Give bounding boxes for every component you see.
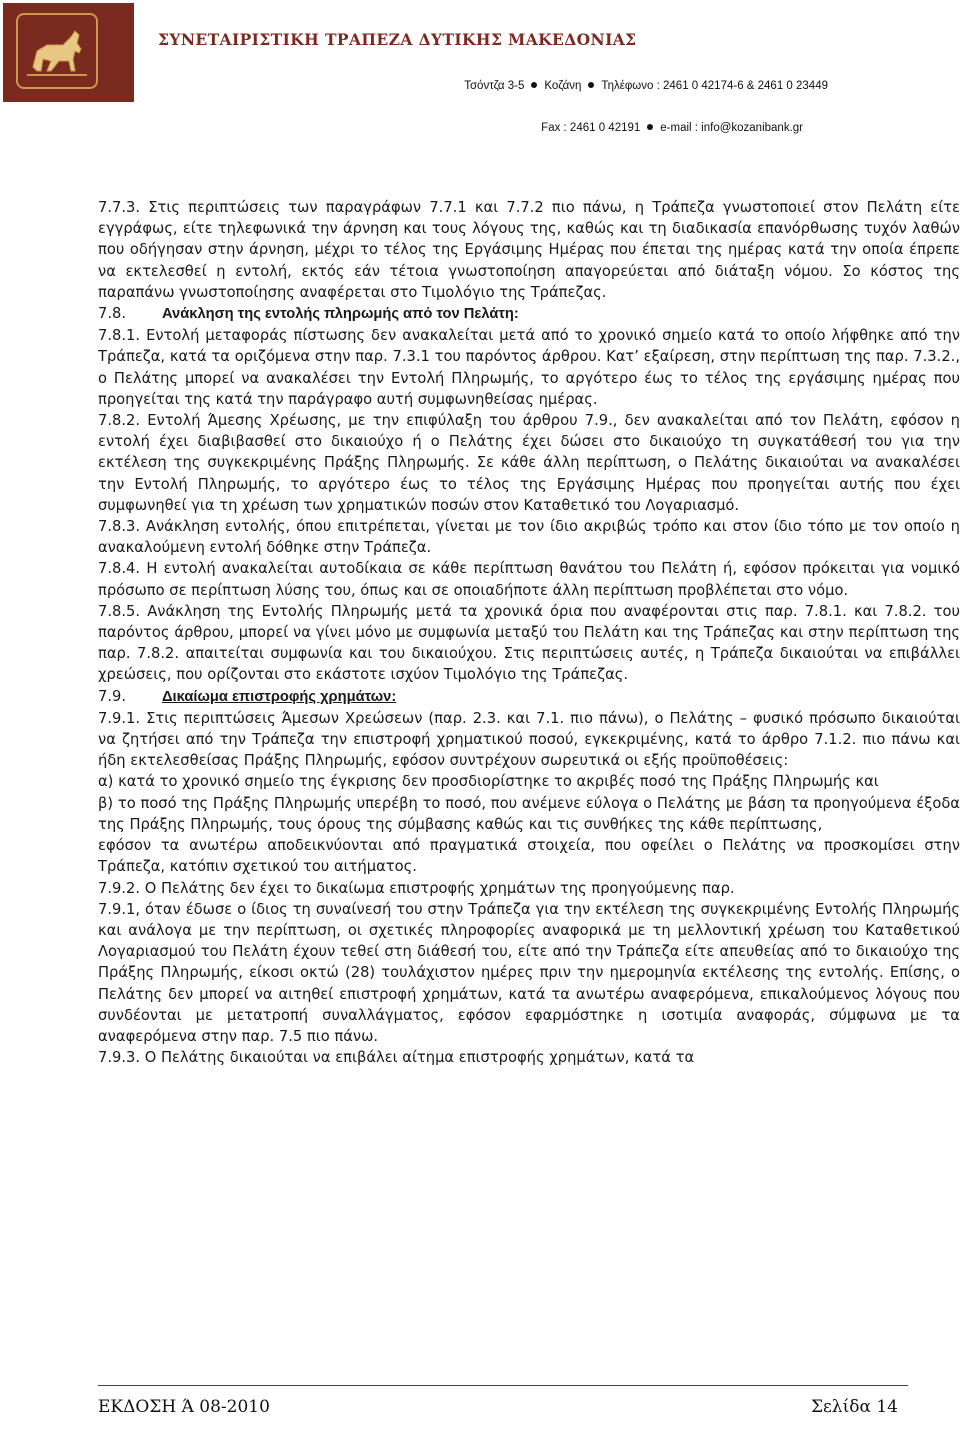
edition-label: ΕΚΔΟΣΗ Ά 08-2010 xyxy=(98,1397,270,1417)
heading-number: 7.8. xyxy=(98,305,127,323)
page-footer xyxy=(0,1385,960,1431)
paragraph-7-9-1-a: α) κατά το χρονικό σημείο της έγκρισης δεν προσδιορίστηκε το ακριβές ποσό της Πράξης Πληρωμής και xyxy=(98,773,879,791)
bank-name: ΣΥΝΕΤΑΙΡΙΣΤΙΚΗ ΤΡΑΠΕΖΑ ΔΥΤΙΚΗΣ ΜΑΚΕΔΟΝΙΑΣ xyxy=(158,30,637,49)
paragraph-7-9-1-c: εφόσον τα ανωτέρω αποδεικνύονται από πραγματικά στοιχεία, που οφείλει ο Πελάτης να προσκομίσει στην Τράπεζα, κατόπιν σχετικού του αιτήματος. xyxy=(98,837,960,876)
paragraph-7-7-3: 7.7.3. Στις περιπτώσεις των παραγράφων 7.7.1 και 7.7.2 πιο πάνω, η Τράπεζα γνωστοποιεί στον Πελάτη είτε εγγράφως, είτε τηλεφωνικά την άρνηση και τους λόγους της, καθώς και τη διαδικασία επανόρθωσης τυχόν λαθών που οδήγησαν στην άρνηση, μέχρι το τέλος της Εργάσιμης Ημέρας που έπεται της ημέρας κατά την οποία έπρεπε να εκτελεσθεί η εντολή, εκτός εάν τέτοια γνωστοποίηση απαγορεύεται από διάταξη νόμου. Σο κόστος της παραπάνω γνωστοποίησης αναφέρεται στο Τιμολόγιο της Τράπεζας. xyxy=(98,199,960,301)
paragraph-7-9-1: 7.9.1. Στις περιπτώσεις Άμεσων Χρεώσεων (παρ. 2.3. και 7.1. πιο πάνω), ο Πελάτης – φυσικό πρόσωπο δικαιούται να ζητήσει από την Τράπεζα την επιστροφή χρηματικού ποσού, εγκεκριμένης, κατά το άρθρο 7.1.2. πιο πάνω και ήδη εκτελεσθείσας Πράξης Πληρωμής, εφόσον συντρέχουν σωρευτικά οι εξής προϋποθέσεις: xyxy=(98,709,960,770)
phone: Τηλέφωνο : 2461 0 42174-6 & 2461 0 23449 xyxy=(601,80,828,92)
paragraph-7-8-4: 7.8.4. Η εντολή ανακαλείται αυτοδίκαια σε κάθε περίπτωση θανάτου του Πελάτη ή, εφόσον πρόκειται για νομικό πρόσωπο σε περίπτωση λύσης του, όπως και σε οποιαδήποτε άλλη περίπτωση προβλέπεται στο νόμο. xyxy=(98,560,960,599)
bank-logo xyxy=(3,3,134,102)
bullet-icon xyxy=(531,82,537,88)
letterhead xyxy=(0,0,960,150)
footer-divider xyxy=(98,1385,908,1386)
horse-emblem-icon xyxy=(3,3,134,102)
paragraph-7-8-1: 7.8.1. Εντολή μεταφοράς πίστωσης δεν ανακαλείται μετά από το χρονικό σημείο κατά το οποίο λήφθηκε από την Τράπεζα, κατά τα οριζόμενα στην παρ. 7.3.1 του παρόντος άρθρου. Κατ’ εξαίρεση, στην περίπτωση της παρ. 7.3.2., ο Πελάτης μπορεί να ανακαλέσει την Εντολή Πληρωμής, το αργότερο έως το τέλος της εργάσιμης ημέρας που προηγείται της κατά την παράγραφο αυτή συμφωνηθείσας ημέρας. xyxy=(98,327,960,408)
contact-line xyxy=(541,122,803,134)
heading-7-9 xyxy=(98,686,960,708)
paragraph-7-9-3: 7.9.3. Ο Πελάτης δικαιούται να επιβάλει αίτημα επιστροφής χρημάτων, κατά τα xyxy=(98,1049,695,1067)
bullet-icon xyxy=(588,82,594,88)
document-body xyxy=(98,197,960,1377)
heading-title: Ανάκληση της εντολής πληρωμής από τον Πελάτη: xyxy=(162,306,519,323)
fax: Fax : 2461 0 42191 xyxy=(541,122,641,134)
page-number: Σελίδα 14 xyxy=(810,1397,898,1417)
email-link[interactable]: e-mail : info@kozanibank.gr xyxy=(660,122,803,134)
street-address: Τσόντζα 3-5 xyxy=(464,80,525,92)
heading-number: 7.9. xyxy=(98,687,127,705)
paragraph-7-9-1-b: β) το ποσό της Πράξης Πληρωμής υπερέβη το ποσό, που ανέμενε εύλογα ο Πελάτης με βάση τα προηγούμενα έξοδα της Πράξης Πληρωμής, τους όρους της σύμβασης καθώς και τις συνθήκες της κάθε περίπτωσης, xyxy=(98,794,960,833)
paragraph-7-8-5: 7.8.5. Ανάκληση της Εντολής Πληρωμής μετά τα χρονικά όρια που αναφέρονται στις παρ. 7.8.1. και 7.8.2. του παρόντος άρθρου, μπορεί να γίνει μόνο με συμφωνία μεταξύ του Πελάτη και της Τράπεζας και στην περίπτωση της παρ. 7.8.2. απαιτείται συμφωνία και του δικαιούχου. Στις περιπτώσεις αυτές, η Τράπεζα δικαιούται να επιβάλλει χρεώσεις, που ορίζονται στο εκάστοτε ισχύον Τιμολόγιο της Τράπεζας. xyxy=(98,602,960,684)
address-line xyxy=(464,80,828,92)
paragraph-7-9-2-cont: 7.9.1, όταν έδωσε ο ίδιος τη συναίνεσή του στην Τράπεζα για την εκτέλεση της συγκεκριμένης Εντολής Πληρωμής και ανάλογα με την περίπτωση, οι σχετικές πληροφορίες αναφορικά με τη μελλοντική χρέωση του Καταθετικού Λογαριασμού του Πελάτη έχουν τεθεί στη διάθεσή του, είτε από την Τράπεζα είτε απευθείας από το δικαιούχο της Πράξης Πληρωμής, είκοσι οκτώ (28) τουλάχιστον ημέρες πριν την ημερομηνία εκτέλεσης της εντολής. Επίσης, ο Πελάτης δεν μπορεί να αιτηθεί επιστροφή χρημάτων, κατά τα ανωτέρω αναφερόμενα, επικαλούμενος λόγους που συνδέονται με μετατροπή συναλλάγματος, εφόσον εφαρμόστηκε η ισοτιμία αναφοράς, σύμφωνα με τα αναφερόμενα στην παρ. 7.5 πιο πάνω. xyxy=(98,900,960,1045)
paragraph-7-8-3: 7.8.3. Ανάκληση εντολής, όπου επιτρέπεται, γίνεται με τον ίδιο ακριβώς τρόπο και στον ίδιο τόπο με τον οποίο η ανακαλούμενη εντολή δόθηκε στην Τράπεζα. xyxy=(98,518,960,557)
bullet-icon xyxy=(647,124,653,130)
heading-title: Δικαίωμα επιστροφής χρημάτων: xyxy=(162,688,397,705)
paragraph-7-9-2: 7.9.2. Ο Πελάτης δεν έχει το δικαίωμα επιστροφής χρημάτων της προηγούμενης παρ. xyxy=(98,879,735,897)
paragraph-7-8-2: 7.8.2. Εντολή Άμεσης Χρέωσης, με την επιφύλαξη του άρθρου 7.9., δεν ανακαλείται από τον Πελάτη, εφόσον η εντολή έχει διαβιβασθεί στο δικαιούχο ή ο Πελάτης έχει δώσει στο δικαιούχο τη συγκατάθεσή του για την εκτέλεση της συγκεκριμένης Πράξης Πληρωμής. Σε κάθε άλλη περίπτωση, ο Πελάτης δικαιούται να ανακαλέσει την Εντολή Πληρωμής, το αργότερο έως το τέλος της Εργάσιμης Ημέρας που προηγείται αυτής που έχει συμφωνηθεί για τη χρέωση των χρηματικών ποσών στον Καταθετικό του Λογαριασμό. xyxy=(98,412,960,514)
city: Κοζάνη xyxy=(544,80,582,92)
heading-7-8 xyxy=(98,303,960,325)
